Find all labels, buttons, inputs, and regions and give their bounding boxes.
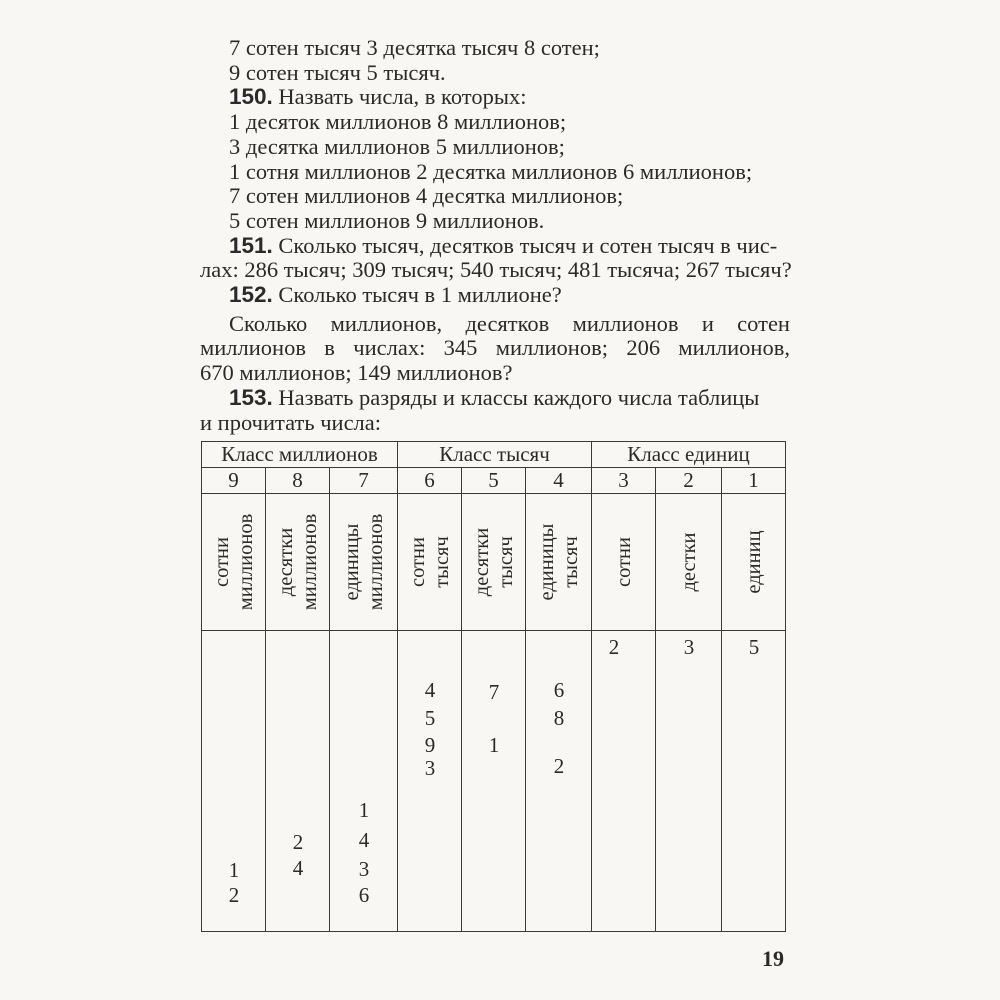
rank-label: единицы миллионов	[340, 513, 387, 611]
rank-label: единиц	[742, 530, 765, 594]
text-line: 5 сотен миллионов 9 миллионов.	[229, 207, 545, 233]
digit-value: 2	[292, 830, 304, 854]
rank-label: десятки миллионов	[274, 513, 321, 611]
text-line: 670 миллионов; 149 миллионов?	[200, 360, 513, 386]
word: 206	[626, 335, 661, 361]
digit-value: 3	[358, 857, 370, 881]
word: миллионов,	[330, 310, 443, 336]
place-value-table	[201, 441, 786, 932]
word: миллионов	[200, 335, 306, 361]
rank-label: единицы тысяч	[535, 523, 582, 601]
digit-value: 6	[553, 678, 565, 702]
digit-value: 5	[748, 635, 760, 659]
digit-value: 4	[292, 856, 304, 880]
digit-value: 1	[488, 733, 500, 757]
digit-value: 7	[488, 680, 500, 704]
exercise-text	[200, 36, 790, 435]
value-column	[592, 631, 656, 932]
rank-cell	[266, 494, 330, 631]
word: миллионов;	[495, 335, 608, 361]
rank-label: дестки	[677, 532, 700, 592]
class-header: Класс тысяч	[398, 442, 592, 468]
word: десятков	[465, 310, 550, 336]
exercise-number: 151.	[229, 232, 273, 258]
value-column	[526, 631, 592, 932]
digit-value: 2	[553, 754, 565, 778]
word: сотен	[737, 310, 790, 336]
class-header-row	[202, 442, 786, 468]
digit-header-row	[202, 468, 786, 494]
exercise-number: 153.	[229, 384, 273, 410]
digit-value: 5	[424, 706, 436, 730]
text-line	[200, 312, 790, 337]
text-line: 1 десяток миллионов 8 миллионов;	[229, 109, 567, 135]
word: и	[701, 310, 714, 336]
digit-header: 2	[656, 468, 722, 494]
digit-value: 1	[358, 798, 370, 822]
text-line: 3 десятка миллионов 5 миллионов;	[229, 133, 565, 159]
digit-value: 3	[424, 756, 436, 780]
value-column	[462, 631, 526, 932]
word: числах:	[353, 335, 426, 361]
digit-header: 9	[202, 468, 266, 494]
digit-value: 4	[424, 678, 436, 702]
digit-value: 4	[358, 828, 370, 852]
exercise-prompt: Сколько тысяч в 1 миллионе?	[278, 282, 562, 308]
exercise-150	[200, 85, 790, 110]
digit-header: 4	[526, 468, 592, 494]
word: в	[324, 335, 335, 361]
digit-value: 9	[424, 733, 436, 757]
exercise-152	[200, 283, 790, 308]
digit-value: 2	[608, 635, 620, 659]
digit-header: 5	[462, 468, 526, 494]
class-header: Класс единиц	[592, 442, 786, 468]
value-column	[656, 631, 722, 932]
value-column	[202, 631, 266, 932]
text-line: лах: 286 тысяч; 309 тысяч; 540 тысяч; 481 тысяча; 267 тысяч?	[200, 257, 792, 283]
digit-header: 1	[722, 468, 786, 494]
exercise-prompt: Сколько тысяч, десятков тысяч и сотен тысяч в чис-	[278, 232, 778, 258]
exercise-prompt: Назвать числа, в которых:	[278, 84, 527, 110]
digit-value: 3	[683, 635, 695, 659]
digit-header: 8	[266, 468, 330, 494]
text-line: 7 сотен тысяч 3 десятка тысяч 8 сотен;	[229, 35, 600, 60]
exercise-number: 152.	[229, 282, 273, 308]
word: Сколько	[229, 310, 308, 336]
rank-cell	[592, 494, 656, 631]
word: миллионов	[572, 310, 679, 336]
rank-label: сотни тысяч	[406, 536, 453, 588]
text-line: 9 сотен тысяч 5 тысяч.	[229, 59, 446, 85]
rank-cell	[526, 494, 592, 631]
digit-value: 1	[228, 858, 240, 882]
page-number: 19	[762, 946, 784, 971]
exercise-prompt: Назвать разряды и классы каждого числа таблицы	[278, 384, 760, 410]
digit-value: 2	[228, 883, 240, 907]
rank-cell	[656, 494, 722, 631]
rank-label-row	[202, 494, 786, 631]
exercise-151	[200, 234, 790, 259]
digit-value: 6	[358, 883, 370, 907]
rank-cell	[722, 494, 786, 631]
text-line: 7 сотен миллионов 4 десятка миллионов;	[229, 183, 624, 209]
exercise-153	[200, 386, 790, 411]
digit-header: 6	[398, 468, 462, 494]
rank-cell	[330, 494, 398, 631]
number-values-row	[202, 631, 786, 932]
digit-value: 8	[553, 706, 565, 730]
word: 345	[443, 335, 478, 361]
text-line	[200, 336, 790, 361]
class-header: Класс миллионов	[202, 442, 398, 468]
text-line: и прочитать числа:	[200, 409, 382, 435]
value-column	[398, 631, 462, 932]
rank-cell	[462, 494, 526, 631]
rank-label: сотни	[612, 537, 635, 587]
text-line: 1 сотня миллионов 2 десятка миллионов 6 миллионов;	[229, 158, 753, 184]
rank-label: десятки тысяч	[470, 527, 517, 597]
exercise-number: 150.	[229, 84, 273, 110]
word: миллионов,	[678, 335, 790, 361]
rank-cell	[398, 494, 462, 631]
digit-header: 7	[330, 468, 398, 494]
digit-header: 3	[592, 468, 656, 494]
rank-label: сотни миллионов	[210, 513, 257, 611]
value-column	[722, 631, 786, 932]
value-column	[266, 631, 330, 932]
value-column	[330, 631, 398, 932]
rank-cell	[202, 494, 266, 631]
